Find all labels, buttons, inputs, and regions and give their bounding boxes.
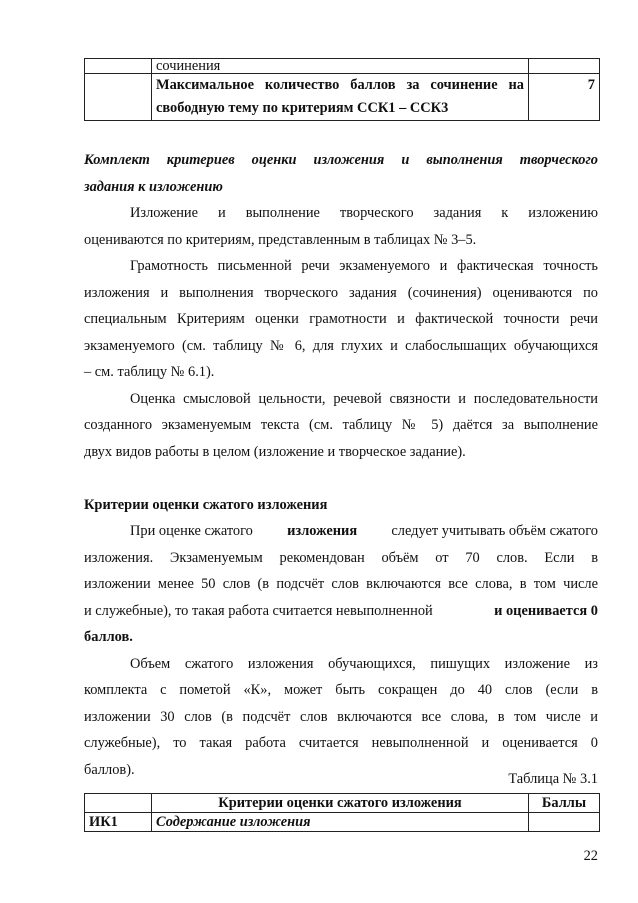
criterion-title: Содержание изложения — [152, 813, 529, 832]
criterion-code: ИК1 — [85, 813, 152, 832]
table-header-row — [85, 794, 600, 813]
table-cell: сочинения — [152, 59, 529, 74]
paragraph-line: комплекта с пометой «К», может быть сокращен до 40 слов (если в — [84, 682, 598, 698]
table-row — [85, 59, 600, 74]
paragraph-line: изложении 30 слов (в подсчёт слов включаются все слова, в том числе и — [84, 709, 598, 725]
paragraph-line: созданного экзаменуемым текста (см. таблицу № 5) даётся за выполнение — [84, 417, 598, 433]
table-row — [85, 74, 600, 121]
paragraph-line: изложении менее 50 слов (в подсчёт слов включаются все слова, в том числе — [84, 576, 598, 592]
section-heading: задания к изложению — [84, 179, 223, 195]
text-span-bold: изложения — [287, 523, 358, 539]
paragraph-line: Изложение и выполнение творческого задания к изложению — [130, 205, 598, 221]
score-cell: 7 — [529, 74, 600, 121]
paragraph-line — [84, 603, 598, 620]
paragraph-line: – см. таблицу № 6.1). — [84, 364, 215, 380]
text-span: При оценке сжатого — [130, 523, 253, 539]
section-heading: Критерии оценки сжатого изложения — [84, 497, 328, 513]
table-cell — [529, 813, 600, 832]
paragraph-line: Грамотность письменной речи экзаменуемого и фактическая точность — [130, 258, 598, 274]
table-cell — [152, 74, 529, 121]
paragraph-line — [130, 523, 598, 540]
criteria-table — [84, 793, 600, 832]
paragraph-line: служебные), то такая работа считается невыполненной и оценивается 0 — [84, 735, 598, 751]
paragraph-line: изложения. Экзаменуемым рекомендован объём от 70 слов. Если в — [84, 550, 598, 566]
paragraph-line: баллов. — [84, 629, 133, 645]
table-cell — [529, 59, 600, 74]
score-table-top — [84, 58, 600, 121]
text-span: и служебные), то такая работа считается невыполненной — [84, 603, 433, 619]
paragraph-line: Объем сжатого изложения обучающихся, пишущих изложение из — [130, 656, 598, 672]
column-header-points: Баллы — [529, 794, 600, 813]
paragraph-line: баллов). — [84, 762, 135, 778]
table-caption: Таблица № 3.1 — [508, 771, 598, 787]
paragraph-line: экзаменуемого (см. таблицу № 6, для глухих и слабослышащих обучающихся — [84, 338, 598, 354]
table-cell — [85, 59, 152, 74]
table-text-line: свободную тему по критериям ССК1 – ССК3 — [156, 100, 449, 116]
paragraph-line: двух видов работы в целом (изложение и творческое задание). — [84, 444, 466, 460]
table-cell — [85, 794, 152, 813]
section-heading: Комплект критериев оценки изложения и выполнения творческого — [84, 152, 598, 168]
paragraph-line: оцениваются по критериям, представленным в таблицах № 3–5. — [84, 232, 477, 248]
paragraph-line: изложения и выполнения творческого задания (сочинения) оцениваются по — [84, 285, 598, 301]
table-cell — [85, 74, 152, 121]
text-span-bold: и оценивается 0 — [494, 603, 598, 619]
paragraph-line: специальным Критериям оценки грамотности и фактической точности речи — [84, 311, 598, 327]
page-number: 22 — [583, 848, 598, 864]
table-text-line: Максимальное количество баллов за сочинение на — [156, 77, 524, 93]
text-span: следует учитывать объём сжатого — [391, 523, 598, 539]
paragraph-line: Оценка смысловой цельности, речевой связности и последовательности — [130, 391, 598, 407]
table-row — [85, 813, 600, 832]
column-header-criteria: Критерии оценки сжатого изложения — [152, 794, 529, 813]
